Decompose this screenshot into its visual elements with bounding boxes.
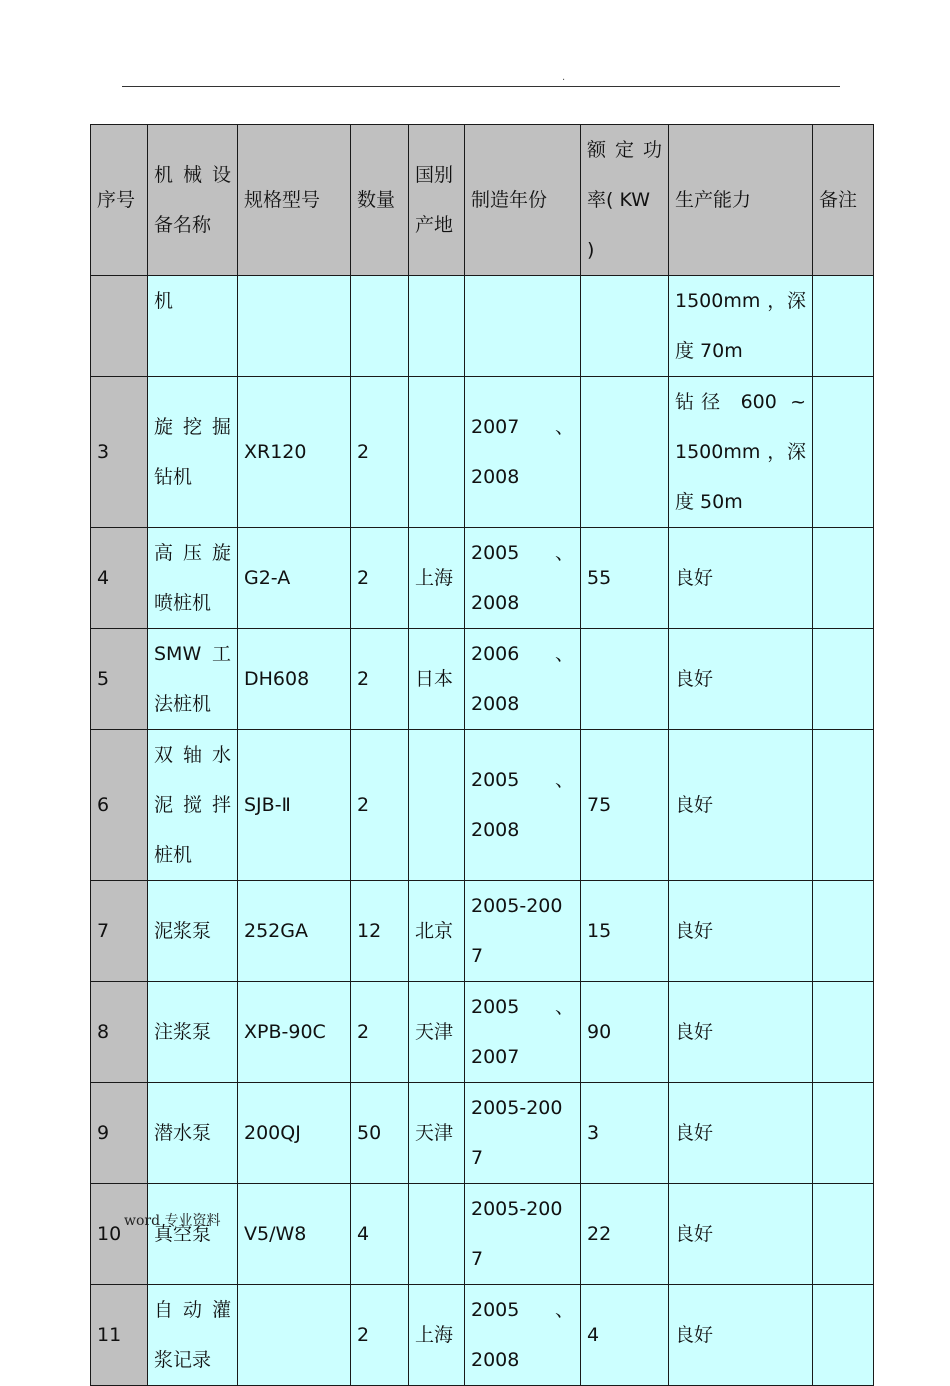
cell-model: SJB-Ⅱ — [238, 730, 351, 881]
cell-name: 旋挖掘 钻机 — [148, 377, 238, 528]
cell-remark — [813, 1083, 874, 1184]
cell-model: 200QJ — [238, 1083, 351, 1184]
table-row — [91, 1285, 874, 1386]
cell-name: 真空泵 — [148, 1184, 238, 1285]
table-row — [91, 276, 874, 377]
cell-power: 15 — [581, 881, 669, 982]
cell-origin: 上海 — [409, 528, 465, 629]
cell-origin — [409, 1184, 465, 1285]
cell-capacity: 良好 — [669, 1285, 813, 1386]
cell-model — [238, 276, 351, 377]
cell-power: 22 — [581, 1184, 669, 1285]
cell-capacity: 良好 — [669, 730, 813, 881]
cell-qty: 2 — [351, 528, 409, 629]
header-model: 规格型号 — [238, 125, 351, 276]
cell-year: 2005 、 2008 — [465, 1285, 581, 1386]
cell-capacity: 良好 — [669, 982, 813, 1083]
cell-no: 5 — [91, 629, 148, 730]
cell-model: G2-A — [238, 528, 351, 629]
cell-capacity: 良好 — [669, 881, 813, 982]
cell-power: 3 — [581, 1083, 669, 1184]
cell-remark — [813, 1285, 874, 1386]
table-row — [91, 730, 874, 881]
cell-year: 2005-2007 — [465, 881, 581, 982]
header-remark: 备注 — [813, 125, 874, 276]
cell-capacity: 良好 — [669, 1083, 813, 1184]
cell-capacity: 钻径 600 ~ 1500mm ，深 度 50m — [669, 377, 813, 528]
cell-remark — [813, 982, 874, 1083]
cell-origin: 北京 — [409, 881, 465, 982]
cell-name: 高压旋 喷桩机 — [148, 528, 238, 629]
cell-power: 55 — [581, 528, 669, 629]
cell-remark — [813, 730, 874, 881]
cell-power — [581, 276, 669, 377]
cell-remark — [813, 528, 874, 629]
cell-name: 潜水泵 — [148, 1083, 238, 1184]
header-rule — [122, 86, 840, 87]
cell-remark — [813, 377, 874, 528]
header-year: 制造年份 — [465, 125, 581, 276]
cell-qty: 4 — [351, 1184, 409, 1285]
header-no: 序号 — [91, 125, 148, 276]
header-origin: 国别 产地 — [409, 125, 465, 276]
header-name: 机械设 备名称 — [148, 125, 238, 276]
cell-year: 2007 、 2008 — [465, 377, 581, 528]
cell-remark — [813, 276, 874, 377]
cell-no: 9 — [91, 1083, 148, 1184]
cell-origin — [409, 377, 465, 528]
cell-capacity: 良好 — [669, 528, 813, 629]
cell-model — [238, 1285, 351, 1386]
cell-remark — [813, 881, 874, 982]
table-row — [91, 1083, 874, 1184]
cell-model: 252GA — [238, 881, 351, 982]
cell-remark — [813, 1184, 874, 1285]
footer-text: word 专业资料 — [124, 1213, 221, 1229]
cell-year — [465, 276, 581, 377]
cell-no: 7 — [91, 881, 148, 982]
cell-origin: 天津 — [409, 1083, 465, 1184]
table-row — [91, 629, 874, 730]
cell-origin — [409, 730, 465, 881]
table-row — [91, 528, 874, 629]
cell-name: 自动灌 浆记录 — [148, 1285, 238, 1386]
cell-no: 11 — [91, 1285, 148, 1386]
cell-name: SMW 工 法桩机 — [148, 629, 238, 730]
cell-qty: 2 — [351, 377, 409, 528]
cell-origin: 日本 — [409, 629, 465, 730]
cell-year: 2005-2007 — [465, 1083, 581, 1184]
cell-year: 2006 、 2008 — [465, 629, 581, 730]
cell-year: 2005 、 2008 — [465, 528, 581, 629]
header-capacity: 生产能力 — [669, 125, 813, 276]
cell-year: 2005 、 2008 — [465, 730, 581, 881]
table-row — [91, 982, 874, 1083]
cell-model: V5/W8 — [238, 1184, 351, 1285]
cell-qty: 12 — [351, 881, 409, 982]
cell-name: 注浆泵 — [148, 982, 238, 1083]
cell-qty: 2 — [351, 629, 409, 730]
cell-no: 4 — [91, 528, 148, 629]
cell-power: 4 — [581, 1285, 669, 1386]
cell-year: 2005-2007 — [465, 1184, 581, 1285]
cell-power: 90 — [581, 982, 669, 1083]
table-row — [91, 1184, 874, 1285]
cell-capacity: 良好 — [669, 629, 813, 730]
header-power: 额定功 率( KW ) — [581, 125, 669, 276]
header-dot: . — [562, 72, 566, 83]
table-row — [91, 377, 874, 528]
cell-year: 2005 、 2007 — [465, 982, 581, 1083]
cell-origin: 天津 — [409, 982, 465, 1083]
cell-name: 泥浆泵 — [148, 881, 238, 982]
cell-remark — [813, 629, 874, 730]
cell-power — [581, 377, 669, 528]
header-row — [91, 125, 874, 276]
cell-qty — [351, 276, 409, 377]
cell-no — [91, 276, 148, 377]
cell-model: XPB-90C — [238, 982, 351, 1083]
cell-name: 双轴水 泥搅拌 桩机 — [148, 730, 238, 881]
header-qty: 数量 — [351, 125, 409, 276]
cell-qty: 2 — [351, 730, 409, 881]
cell-capacity: 1500mm ，深 度 70m — [669, 276, 813, 377]
cell-no: 8 — [91, 982, 148, 1083]
cell-no: 3 — [91, 377, 148, 528]
cell-no: 6 — [91, 730, 148, 881]
cell-qty: 2 — [351, 1285, 409, 1386]
cell-power: 75 — [581, 730, 669, 881]
cell-no: 10 — [91, 1184, 148, 1285]
cell-origin — [409, 276, 465, 377]
cell-model: DH608 — [238, 629, 351, 730]
cell-qty: 2 — [351, 982, 409, 1083]
cell-qty: 50 — [351, 1083, 409, 1184]
cell-capacity: 良好 — [669, 1184, 813, 1285]
cell-origin: 上海 — [409, 1285, 465, 1386]
equipment-table — [90, 124, 874, 1386]
cell-power — [581, 629, 669, 730]
table-row — [91, 881, 874, 982]
cell-name: 机 — [148, 276, 238, 377]
cell-model: XR120 — [238, 377, 351, 528]
